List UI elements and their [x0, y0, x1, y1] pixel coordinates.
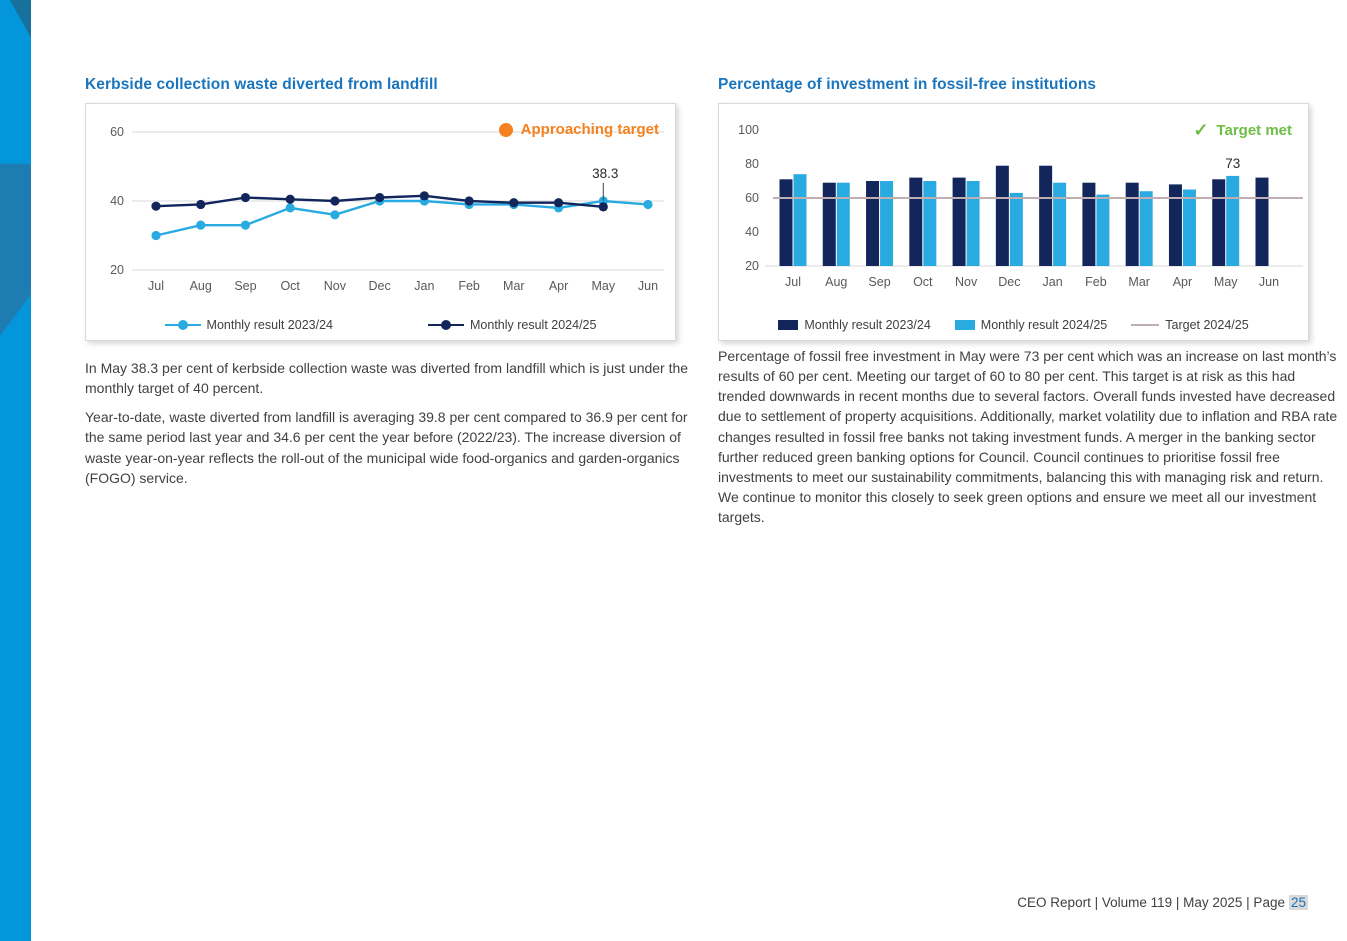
svg-text:Oct: Oct	[280, 279, 300, 293]
svg-text:May: May	[591, 279, 616, 293]
svg-text:Jan: Jan	[1042, 275, 1063, 289]
svg-text:Mar: Mar	[503, 279, 525, 293]
svg-text:Jun: Jun	[637, 279, 659, 293]
check-mark-icon: ✓	[1193, 120, 1209, 140]
legend-item	[165, 318, 333, 332]
fossil-free-chart-title: Percentage of investment in fossil-free institutions	[718, 76, 1097, 93]
accent-band-mid	[0, 0, 31, 941]
svg-text:Apr: Apr	[1172, 275, 1193, 289]
kerbside-commentary	[85, 358, 701, 497]
line-chart-legend	[86, 318, 675, 332]
approaching-target-badge	[499, 121, 659, 138]
svg-text:Feb: Feb	[1085, 275, 1107, 289]
target-met-badge	[1193, 121, 1292, 139]
svg-text:Oct: Oct	[913, 275, 933, 289]
svg-text:Jul: Jul	[148, 279, 164, 293]
legend-swatch-icon	[778, 320, 798, 330]
legend-swatch-icon	[955, 320, 975, 330]
svg-text:60: 60	[110, 125, 124, 139]
svg-text:Sep: Sep	[234, 279, 257, 293]
svg-text:Nov: Nov	[323, 279, 347, 293]
legend-line-marker-icon	[165, 324, 201, 327]
svg-text:Jun: Jun	[1258, 275, 1280, 289]
svg-text:Jan: Jan	[414, 279, 435, 293]
accent-triangle-dark	[0, 0, 31, 941]
legend-dot-icon	[441, 320, 451, 330]
svg-text:Sep: Sep	[868, 275, 891, 289]
svg-text:Apr: Apr	[548, 279, 569, 293]
legend-dot-icon	[178, 320, 188, 330]
legend-label: Monthly result 2023/24	[804, 318, 931, 332]
page-footer	[0, 895, 1308, 910]
badge-label: Approaching target	[520, 121, 659, 138]
legend-label: Monthly result 2023/24	[206, 318, 333, 332]
svg-text:Jul: Jul	[785, 275, 801, 289]
kerbside-chart-panel	[85, 103, 676, 341]
legend-target-line-icon	[1131, 324, 1159, 326]
svg-text:40: 40	[110, 194, 124, 208]
paragraph: Year-to-date, waste diverted from landfill is averaging 39.8 per cent compared to 36.9 per cent for the same period last year and 34.6 per cent the year before (2022/23). The increase diversion of waste year-on-year reflects the roll-out of the municipal wide food-organics and garden-organics (FOGO) service.	[85, 409, 688, 486]
svg-text:38.3: 38.3	[592, 165, 619, 181]
badge-label: Target met	[1216, 121, 1292, 139]
svg-text:Dec: Dec	[998, 275, 1021, 289]
fossil-free-chart-panel	[718, 103, 1309, 341]
svg-text:Aug: Aug	[825, 275, 848, 289]
footer-text: CEO Report | Volume 119 | May 2025 | Page	[1017, 895, 1285, 910]
legend-label: Target 2024/25	[1165, 318, 1249, 332]
bar-chart-legend	[719, 318, 1308, 332]
legend-item	[428, 318, 596, 332]
svg-text:Mar: Mar	[1128, 275, 1150, 289]
svg-text:Aug: Aug	[189, 279, 212, 293]
svg-text:100: 100	[738, 123, 759, 137]
svg-text:Dec: Dec	[368, 279, 391, 293]
svg-text:Feb: Feb	[458, 279, 480, 293]
paragraph: In May 38.3 per cent of kerbside collection waste was diverted from landfill which is just under the monthly target of 40 percent.	[85, 360, 689, 397]
svg-text:20: 20	[110, 263, 124, 277]
kerbside-chart-title: Kerbside collection waste diverted from landfill	[85, 76, 438, 93]
svg-text:73: 73	[1225, 155, 1241, 171]
legend-line-marker-icon	[428, 324, 464, 327]
legend-item	[955, 318, 1107, 332]
paragraph: Percentage of fossil free investment in May were 73 per cent which was an increase on last month’s results of 60 per cent. Meeting our target of 60 to 80 per cent. This target is at risk as this had trended downwards in recent months due to several factors. Overall funds invested have decreased due to settlement of property acquisitions. Additionally, market volatility due to inflation and RBA rate changes resulted in fossil free banks not taking investment funds. A merger in the banking sector further reduced green banking options for Council. Council continues to prioritise fossil free investments to meet our sustainability commitments, balancing this with managing risk and return. We continue to monitor this closely to seek green options and ensure we meet all our investment targets.	[718, 348, 1338, 526]
svg-text:Nov: Nov	[954, 275, 978, 289]
svg-text:May: May	[1213, 275, 1238, 289]
svg-text:20: 20	[745, 259, 759, 273]
legend-item	[778, 318, 930, 332]
left-accent-strip	[0, 0, 31, 941]
svg-text:40: 40	[745, 225, 759, 239]
orange-circle-icon	[499, 123, 513, 137]
fossil-free-commentary	[718, 346, 1338, 536]
svg-text:80: 80	[745, 157, 759, 171]
svg-text:60: 60	[745, 191, 759, 205]
legend-label: Monthly result 2024/25	[470, 318, 597, 332]
page-number: 25	[1290, 895, 1306, 910]
legend-label: Monthly result 2024/25	[980, 318, 1108, 332]
legend-item	[1131, 318, 1248, 332]
